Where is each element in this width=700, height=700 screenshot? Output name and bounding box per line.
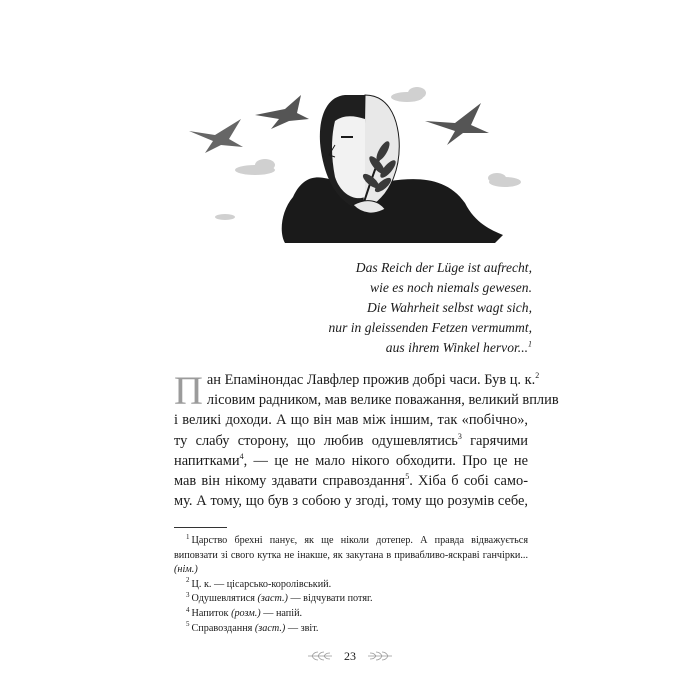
footnote-ref[interactable]: 5 — [405, 472, 410, 482]
footnote-1: $^1$ Царство брехні панує, як ще ніколи дотепер. А правда відважується виповзати зі свого кутка не інакше, як закутана в привабливо-яскраві ганчірки... (нім.) — [174, 532, 528, 576]
text-line: му. А тому, що був з собою у згоді, тому що розумів себе, — [174, 493, 528, 510]
text-line: і великі доходи. А що він мав між іншим, так «побічно», — [174, 412, 528, 429]
footnote-divider — [174, 527, 227, 528]
epigraph — [329, 258, 533, 358]
text-line: лісовим радником, мав велике поважання, великий вплив — [206, 392, 559, 409]
drop-cap: П — [174, 368, 203, 413]
footnote-5: $^5$ Справоздання (заст.) — звіт. — [186, 620, 319, 634]
leaf-sprig-icon — [306, 650, 334, 662]
epigraph-line: Die Wahrheit selbst wagt sich, — [366, 300, 532, 315]
footnote-ref[interactable]: 3 — [457, 431, 462, 441]
leaf-sprig-icon — [366, 650, 394, 662]
text-line: напитками$^4$, — це не мало нікого обходити. Про це не — [174, 452, 528, 469]
text-line: ту слабу сторону, що любив одушевлятись$^3$ гарячими — [174, 431, 528, 449]
footnote-ref[interactable]: 2 — [535, 371, 540, 381]
epigraph-line: Das Reich der Lüge ist aufrecht, — [355, 260, 532, 275]
text-line: мав він нікому здавати справоздання$^5$. Хіба б собі само- — [174, 472, 529, 490]
footnote-ref[interactable]: 4 — [239, 452, 244, 462]
woman-with-birds-illustration — [185, 85, 525, 245]
footnote-2: $^2$ Ц. к. — цісарсько-королівський. — [186, 576, 332, 590]
footnote-ref[interactable]: 1 — [528, 339, 532, 349]
epigraph-line: nur in gleissenden Fetzen vermummt, — [328, 320, 532, 335]
footnote-3: $^3$ Одушевлятися (заст.) — відчувати потяг. — [186, 590, 373, 605]
epigraph-line: wie es noch niemals gewesen. — [370, 280, 532, 295]
footnotes — [174, 534, 528, 636]
page-number: 23 — [344, 648, 356, 663]
footnote-4: $^4$ Напиток (розм.) — напій. — [186, 605, 303, 619]
page-folio — [0, 648, 700, 664]
epigraph-line: aus ihrem Winkel hervor...$^1$ — [385, 339, 532, 355]
body-text — [174, 368, 559, 511]
text-line: ан Епамінондас Лавфлер прожив добрі часи. Був ц. к.$^2$ — [206, 371, 540, 388]
